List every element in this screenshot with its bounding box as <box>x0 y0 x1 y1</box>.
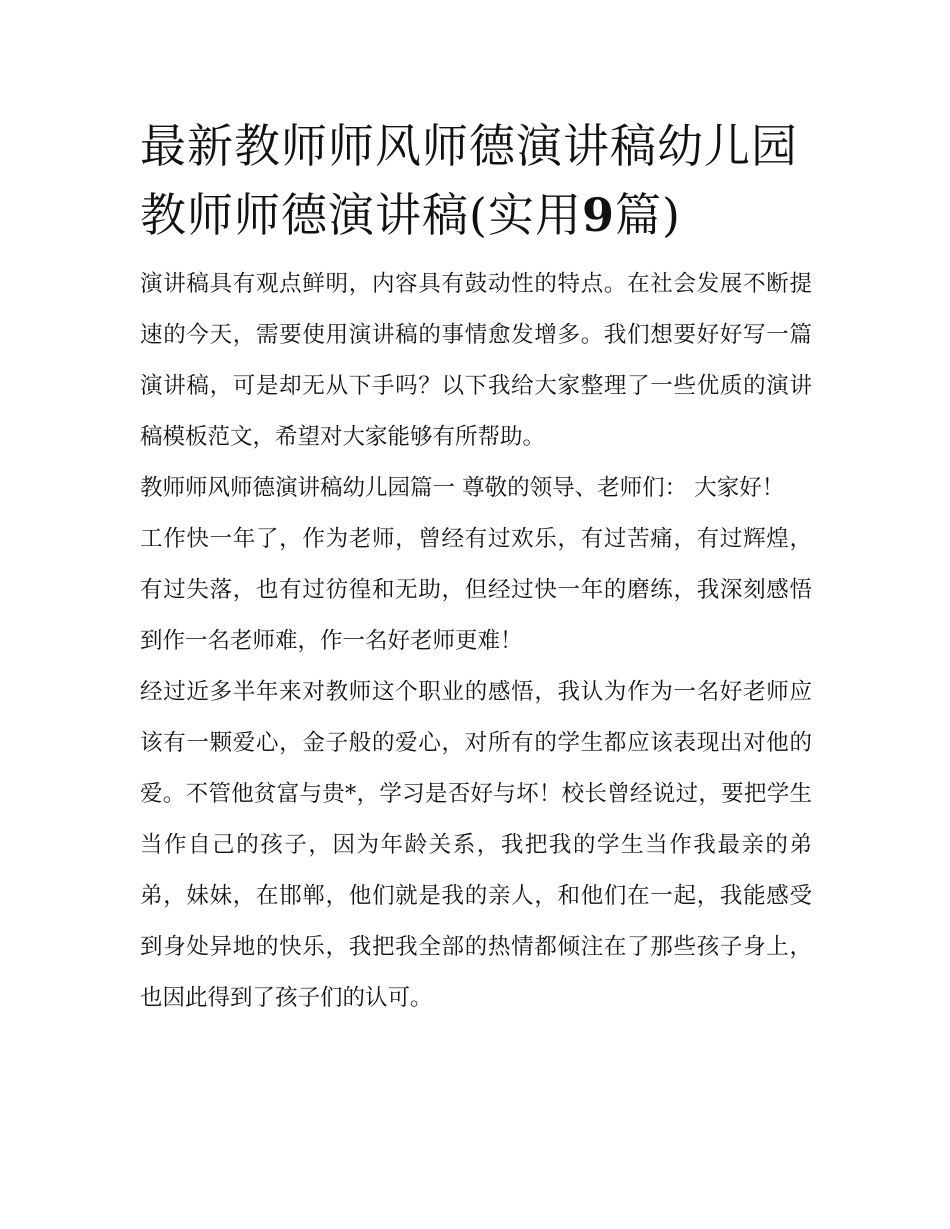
intro-paragraph: 演讲稿具有观点鲜明，内容具有鼓动性的特点。在社会发展不断提速的今天，需要使用演讲稿的事情愈发增多。我们想要好好写一篇演讲稿，可是却无从下手吗？以下我给大家整理了一些优质的演讲稿模板范文，希望对大家能够有所帮助。 <box>140 271 812 450</box>
body-paragraph: 工作快一年了，作为老师，曾经有过欢乐，有过苦痛，有过辉煌，有过失落，也有过彷徨和无助，但经过快一年的磨练，我深刻感悟到作一名老师难，作一名好老师更难！ <box>140 526 812 654</box>
document-page <box>140 112 812 1024</box>
document-title <box>140 112 812 250</box>
body-paragraph: 经过近多半年来对教师这个职业的感悟，我认为作为一名好老师应该有一颗爱心，金子般的爱心，对所有的学生都应该表现出对他的爱。不管他贫富与贵*，学习是否好与坏！校长曾经说过，要把学生当作自己的孩子，因为年龄关系，我把我的学生当作我最亲的弟弟，妹妹，在邯郸，他们就是我的亲人，和他们在一起，我能感受到身处异地的快乐，我把我全部的热情都倾注在了那些孩子身上，也因此得到了孩子们的认可。 <box>140 679 812 1011</box>
title-text-end: 篇) <box>614 188 681 242</box>
title-number: 9 <box>581 188 615 242</box>
section-heading-paragraph: 教师师风师德演讲稿幼儿园篇一 尊敬的领导、老师们： 大家好！ <box>140 475 785 501</box>
title-text: 最新教师师风师德演讲稿幼儿园 教师师德演讲稿(实用 <box>140 119 798 242</box>
